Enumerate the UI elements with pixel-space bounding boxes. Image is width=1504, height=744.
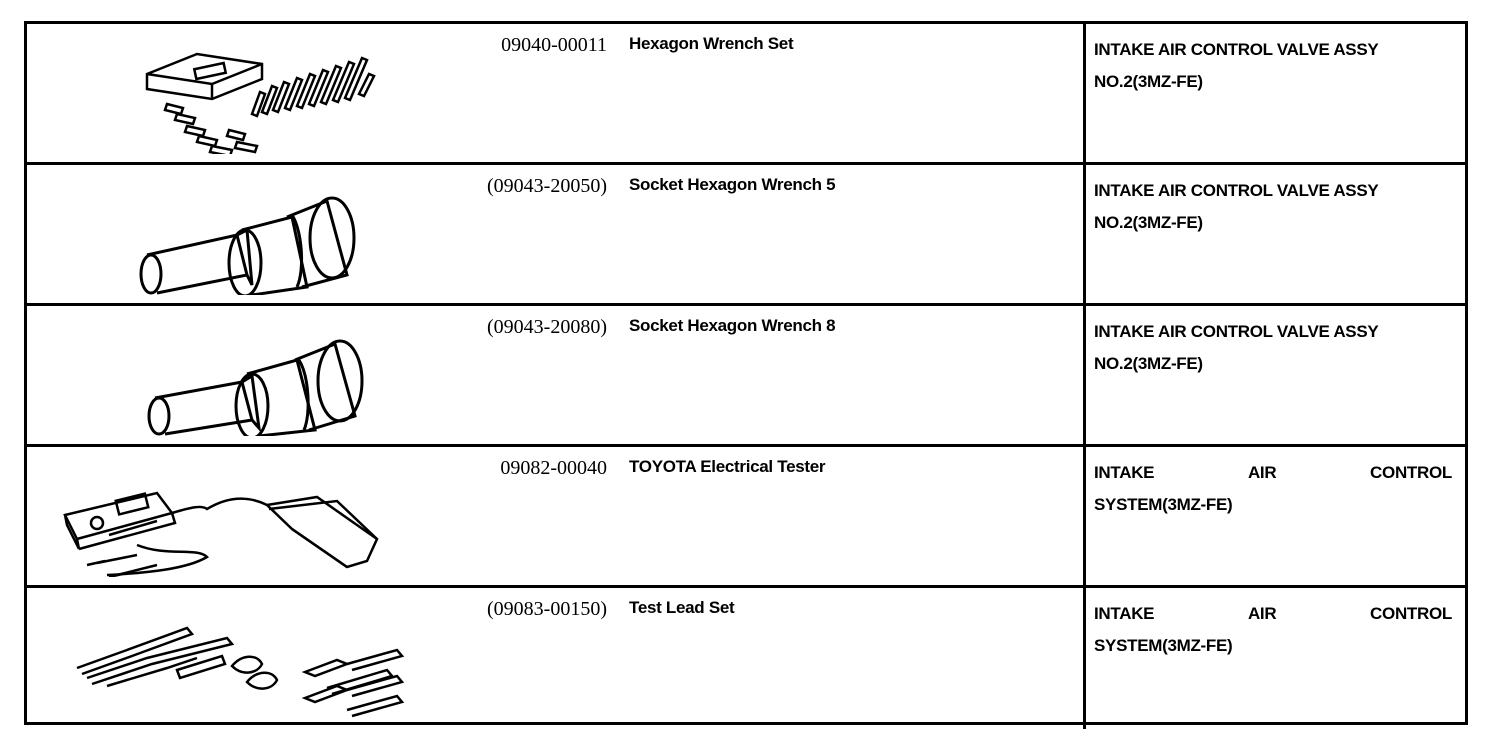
part-number: 09040-00011	[501, 34, 607, 56]
usage-note-line1	[1094, 598, 1452, 630]
usage-note-line1	[1094, 457, 1452, 489]
socket-hexagon-wrench-icon	[47, 316, 427, 436]
usage-note	[1094, 34, 1452, 98]
socket-hexagon-wrench-icon	[47, 175, 427, 295]
usage-note-word: AIR	[1247, 604, 1277, 623]
usage-note	[1094, 598, 1452, 662]
usage-note-word: INTAKE	[1094, 463, 1155, 482]
part-name: Test Lead Set	[629, 598, 735, 617]
table-row	[27, 447, 1465, 588]
table-row	[27, 24, 1465, 165]
part-name: TOYOTA Electrical Tester	[629, 457, 826, 476]
hexagon-wrench-set-icon	[47, 34, 427, 154]
usage-note-line2: SYSTEM(3MZ-FE)	[1094, 495, 1233, 514]
table-row	[27, 588, 1465, 729]
part-name: Socket Hexagon Wrench 8	[629, 316, 836, 335]
table-row	[27, 306, 1465, 447]
usage-note-word: AIR	[1247, 463, 1277, 482]
part-number: (09043-20080)	[487, 316, 607, 338]
part-name: Socket Hexagon Wrench 5	[629, 175, 836, 194]
column-divider	[1083, 447, 1086, 585]
usage-note	[1094, 316, 1452, 380]
column-divider	[1083, 588, 1086, 729]
usage-note-line2: NO.2(3MZ-FE)	[1094, 354, 1203, 373]
column-divider	[1083, 306, 1086, 444]
table-row	[27, 165, 1465, 306]
part-number: (09083-00150)	[487, 598, 607, 620]
usage-note-line1: INTAKE AIR CONTROL VALVE ASSY	[1094, 40, 1379, 59]
part-name: Hexagon Wrench Set	[629, 34, 794, 53]
part-number: (09043-20050)	[487, 175, 607, 197]
usage-note	[1094, 457, 1452, 521]
test-lead-set-icon	[47, 598, 427, 718]
column-divider	[1083, 24, 1086, 162]
usage-note-word: CONTROL	[1370, 604, 1452, 623]
electrical-tester-icon	[47, 457, 427, 577]
part-number: 09082-00040	[500, 457, 607, 479]
usage-note-word: CONTROL	[1370, 463, 1452, 482]
usage-note	[1094, 175, 1452, 239]
sst-table	[24, 21, 1468, 725]
usage-note-line1: INTAKE AIR CONTROL VALVE ASSY	[1094, 181, 1379, 200]
usage-note-line2: SYSTEM(3MZ-FE)	[1094, 636, 1233, 655]
usage-note-line1: INTAKE AIR CONTROL VALVE ASSY	[1094, 322, 1379, 341]
usage-note-word: INTAKE	[1094, 604, 1155, 623]
usage-note-line2: NO.2(3MZ-FE)	[1094, 72, 1203, 91]
column-divider	[1083, 165, 1086, 303]
usage-note-line2: NO.2(3MZ-FE)	[1094, 213, 1203, 232]
